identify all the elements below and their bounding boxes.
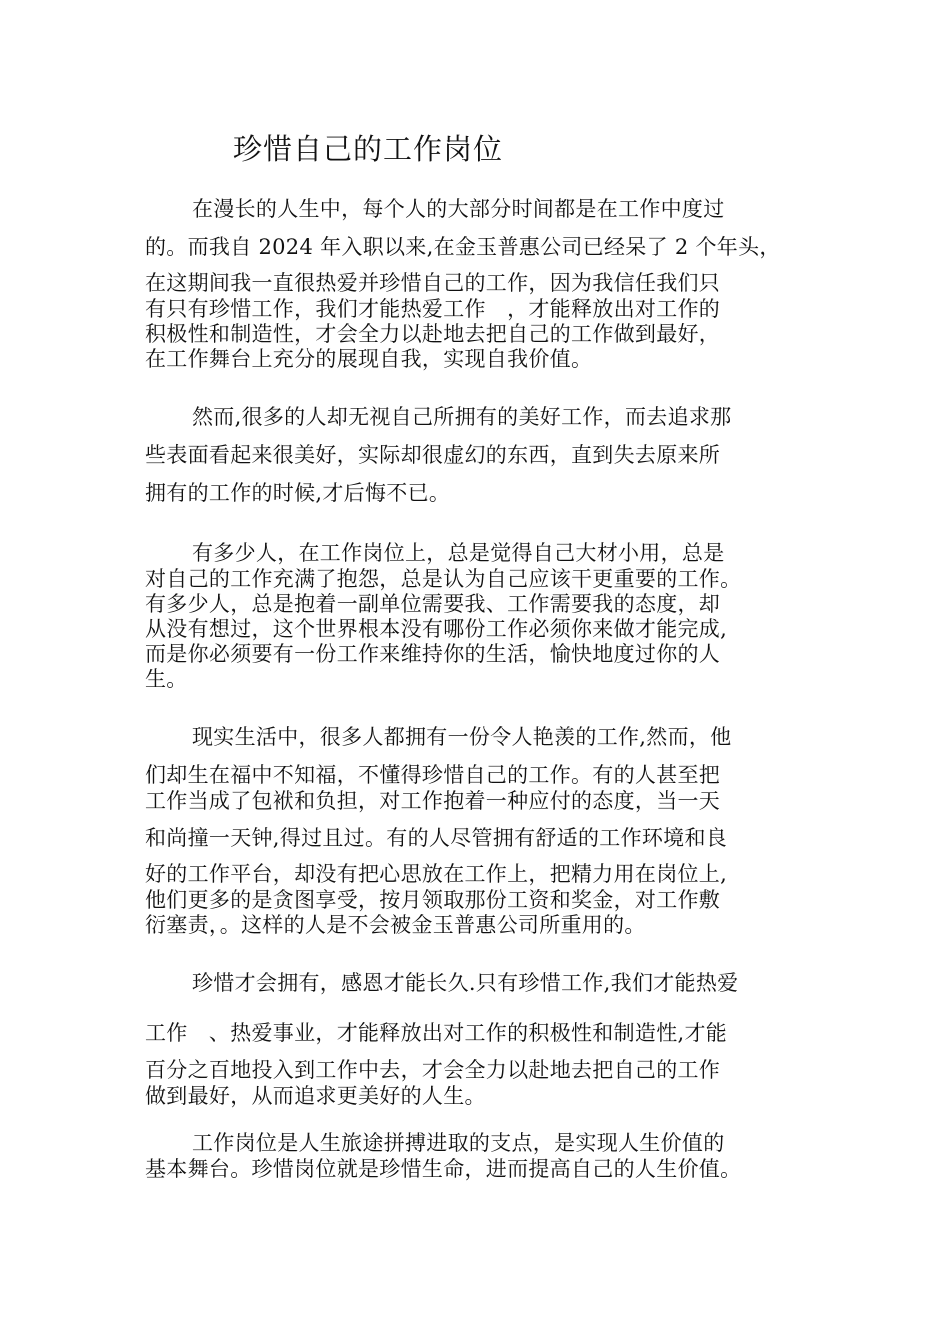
text-line: 工作 、热爱事业，才能释放出对工作的积极性和制造性,才能 — [145, 1021, 728, 1045]
text-line: 而是你必须要有一份工作来维持你的生活，愉快地度过你的人 — [145, 642, 721, 666]
text-line: 在工作舞台上充分的展现自我，实现自我价值。 — [145, 347, 593, 371]
text-line: 现实生活中，很多人都拥有一份令人艳羡的工作,然而，他 — [192, 725, 732, 749]
text-line: 有多少人，在工作岗位上，总是觉得自己大材小用，总是 — [192, 541, 725, 565]
text-line: 他们更多的是贪图享受，按月领取那份工资和奖金，对工作敷 — [145, 888, 721, 912]
text-line: 从没有想过，这个世界根本没有哪份工作必须你来做才能完成, — [145, 617, 728, 641]
text-line: 工作岗位是人生旅途拼搏进取的支点，是实现人生价值的 — [192, 1131, 725, 1155]
text-line: 在漫长的人生中，每个人的大部分时间都是在工作中度过 — [192, 197, 725, 221]
text-line: 好的工作平台，却没有把心思放在工作上，把精力用在岗位上, — [145, 862, 728, 886]
text-line: 对自己的工作充满了抱怨，总是认为自己应该干更重要的工作。 — [145, 567, 742, 591]
text-line: 珍惜才会拥有，感恩才能长久.只有珍惜工作,我们才能热爱 — [192, 971, 739, 995]
text-line: 和尚撞一天钟,得过且过。有的人尽管拥有舒适的工作环境和良 — [145, 826, 728, 850]
text-line: 然而,很多的人却无视自己所拥有的美好工作，而去追求那 — [192, 405, 732, 429]
text-line: 工作当成了包袱和负担，对工作抱着一种应付的态度，当一天 — [145, 789, 721, 813]
text-line: 做到最好，从而追求更美好的人生。 — [145, 1084, 486, 1108]
document-title: 珍惜自己的工作岗位 — [233, 132, 504, 166]
text-line: 基本舞台。珍惜岗位就是珍惜生命，进而提高自己的人生价值。 — [145, 1157, 742, 1181]
text-line: 有只有珍惜工作，我们才能热爱工作 ，才能释放出对工作的 — [145, 297, 721, 321]
text-line: 些表面看起来很美好，实际却很虚幻的东西，直到失去原来所 — [145, 443, 721, 467]
text-line: 积极性和制造性，才会全力以赴地去把自己的工作做到最好， — [145, 322, 721, 346]
text-line: 们却生在福中不知福，不懂得珍惜自己的工作。有的人甚至把 — [145, 763, 721, 787]
text-line: 在这期间我一直很热爱并珍惜自己的工作，因为我信任我们只 — [145, 271, 721, 295]
text-line: 拥有的工作的时候,才后悔不已。 — [145, 481, 451, 505]
text-line: 生。 — [145, 667, 188, 691]
text-line: 有多少人，总是抱着一副单位需要我、工作需要我的态度，却 — [145, 592, 721, 616]
text-line: 衍塞责，。这样的人是不会被金玉普惠公司所重用的。 — [145, 913, 646, 937]
text-line: 百分之百地投入到工作中去，才会全力以赴地去把自己的工作 — [145, 1058, 721, 1082]
text-line: 的。而我自 2024 年入职以来,在金玉普惠公司已经呆了 2 个年头， — [145, 235, 781, 259]
